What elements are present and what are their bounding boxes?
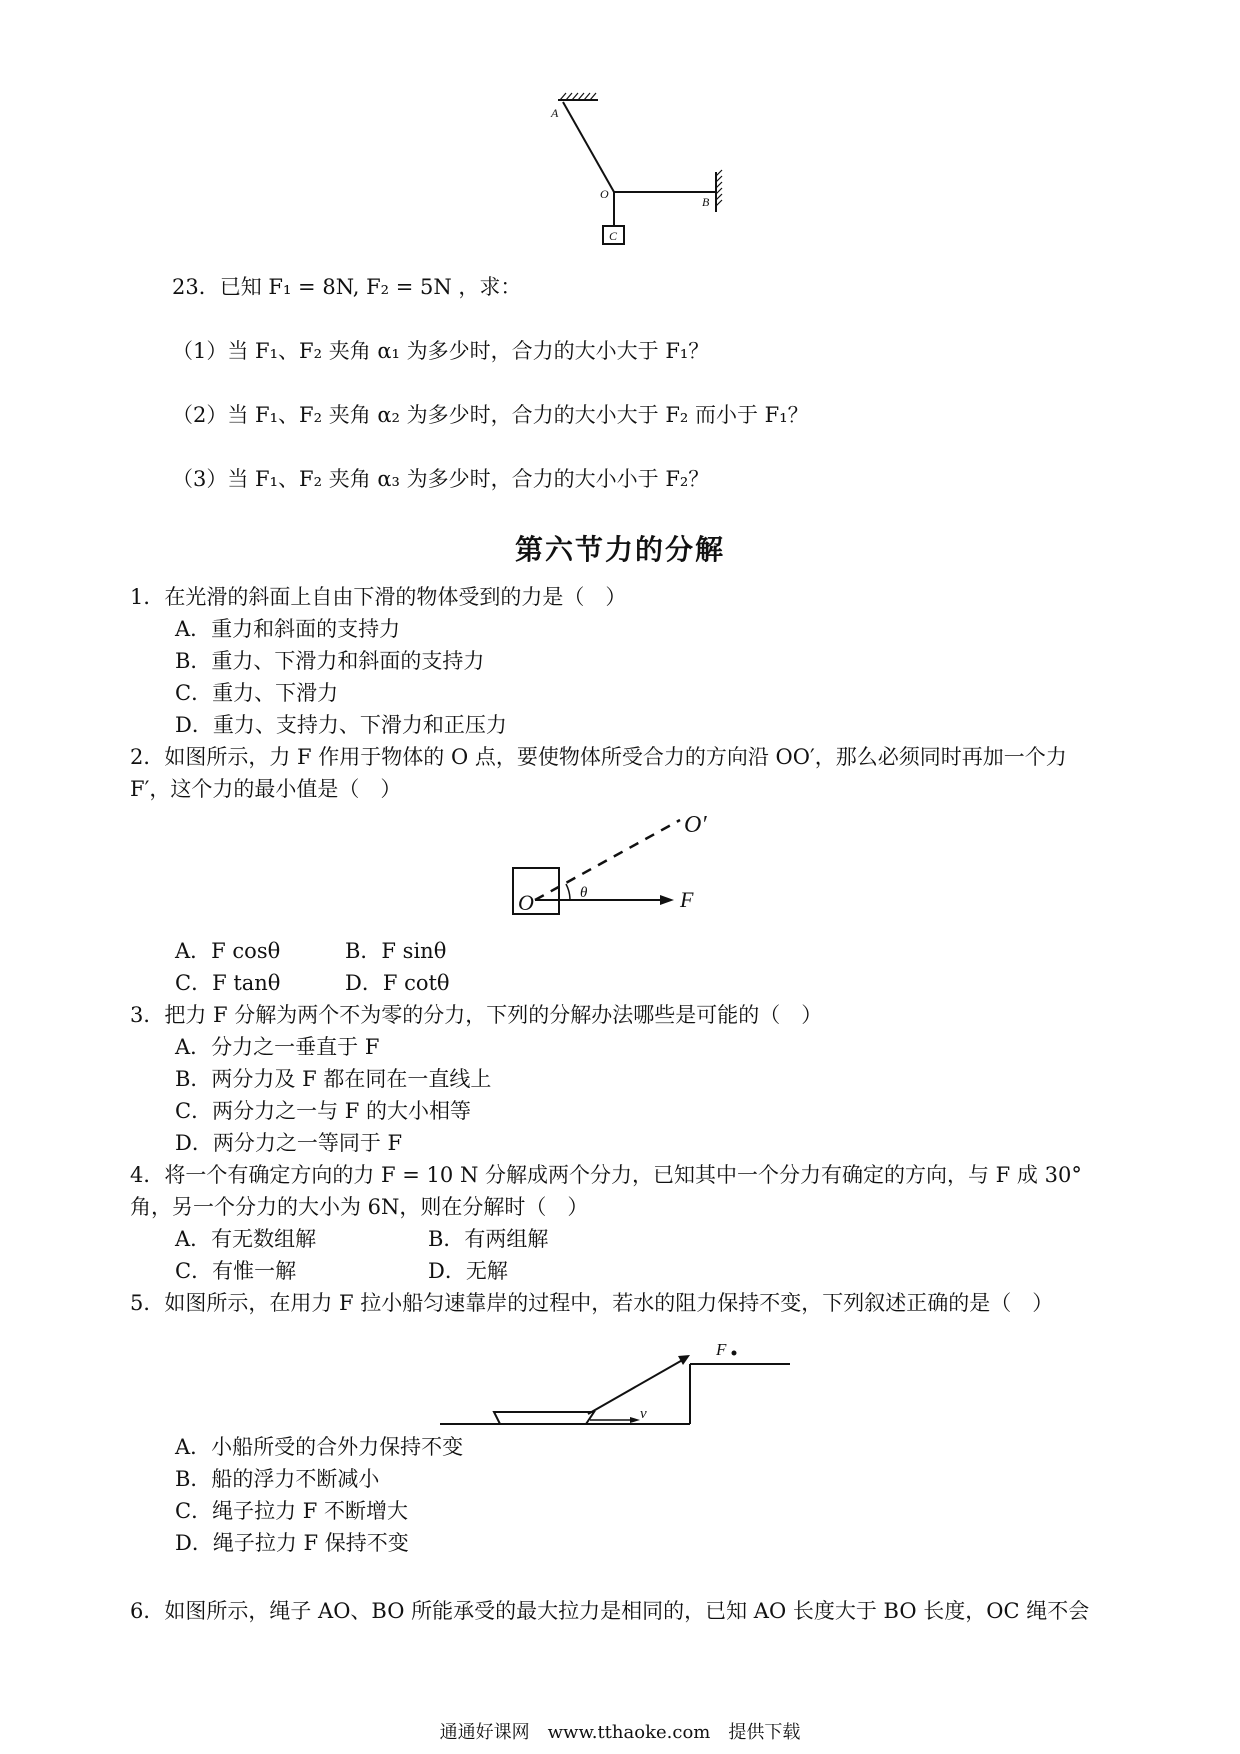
q1-option-d: D．重力、支持力、下滑力和正压力 bbox=[175, 713, 507, 737]
q5-option-b: B．船的浮力不断减小 bbox=[175, 1467, 380, 1491]
q23-part-1: （1）当 F₁、F₂ 夹角 α₁ 为多少时，合力的大小大于 F₁？ bbox=[172, 339, 710, 363]
q1-stem: 1．在光滑的斜面上自由下滑的物体受到的力是（ ） bbox=[130, 585, 627, 609]
q4-option-c: C．有惟一解 bbox=[175, 1259, 297, 1283]
label-a: A bbox=[551, 106, 559, 120]
label-o-point: O bbox=[518, 890, 534, 915]
q2-option-c: C．F tanθ bbox=[175, 971, 281, 995]
q23-part-3: （3）当 F₁、F₂ 夹角 α₃ 为多少时，合力的大小小于 F₂？ bbox=[172, 467, 710, 491]
section-title: 第六节力的分解 bbox=[514, 533, 725, 566]
label-o-prime: O′ bbox=[684, 812, 707, 838]
q2-stem-line1: 2．如图所示，力 F 作用于物体的 O 点，要使物体所受合力的方向沿 OO′，那么必须同时再加一个力 bbox=[130, 745, 1067, 769]
q2-stem-line2: F′，这个力的最小值是（ ） bbox=[130, 777, 402, 801]
label-force-f: F bbox=[680, 887, 694, 912]
q3-option-d: D．两分力之一等同于 F bbox=[175, 1131, 403, 1155]
q5-stem: 5．如图所示，在用力 F 拉小船匀速靠岸的过程中，若水的阻力保持不变，下列叙述正确的是（ ） bbox=[130, 1291, 1054, 1315]
q5-option-d: D．绳子拉力 F 保持不变 bbox=[175, 1531, 409, 1555]
q4-option-b: B．有两组解 bbox=[428, 1227, 549, 1251]
q6-stem: 6．如图所示，绳子 AO、BO 所能承受的最大拉力是相同的，已知 AO 长度大于 BO 长度，OC 绳不会 bbox=[130, 1599, 1090, 1623]
q5-option-c: C．绳子拉力 F 不断增大 bbox=[175, 1499, 408, 1523]
label-b: B bbox=[702, 195, 710, 209]
q23-part-2: （2）当 F₁、F₂ 夹角 α₂ 为多少时，合力的大小大于 F₂ 而小于 F₁？ bbox=[172, 403, 809, 427]
q4-stem-line1: 4．将一个有确定方向的力 F = 10 N 分解成两个分力，已知其中一个分力有确定的方向，与 F 成 30° bbox=[130, 1163, 1082, 1187]
label-o: O bbox=[600, 187, 609, 201]
q2-option-b: B．F sinθ bbox=[345, 939, 447, 963]
q2-option-a: A．F cosθ bbox=[175, 939, 281, 963]
q23-stem: 23．已知 F₁ = 8N, F₂ = 5N ，求： bbox=[172, 275, 522, 299]
label-theta: θ bbox=[580, 885, 588, 901]
q1-option-a: A．重力和斜面的支持力 bbox=[175, 617, 401, 641]
label-rope-force: F bbox=[716, 1340, 727, 1359]
q1-option-b: B．重力、下滑力和斜面的支持力 bbox=[175, 649, 485, 673]
q4-stem-line2: 角，另一个分力的大小为 6N，则在分解时（ ） bbox=[130, 1195, 589, 1219]
q1-option-c: C．重力、下滑力 bbox=[175, 681, 339, 705]
q3-option-b: B．两分力及 F 都在同在一直线上 bbox=[175, 1067, 492, 1091]
q3-option-a: A．分力之一垂直于 F bbox=[175, 1035, 380, 1059]
q3-stem: 3．把力 F 分解为两个不为零的分力，下列的分解办法哪些是可能的（ ） bbox=[130, 1003, 823, 1027]
footer-source: 通通好课网 www.tthaoke.com 提供下载 bbox=[439, 1722, 801, 1743]
q3-option-c: C．两分力之一与 F 的大小相等 bbox=[175, 1099, 471, 1123]
q5-option-a: A．小船所受的合外力保持不变 bbox=[175, 1435, 464, 1459]
label-c: C bbox=[609, 229, 618, 243]
label-velocity: v bbox=[640, 1406, 647, 1422]
q4-option-a: A．有无数组解 bbox=[175, 1227, 317, 1251]
q2-option-d: D．F cotθ bbox=[345, 971, 450, 995]
q4-option-d: D．无解 bbox=[428, 1259, 508, 1283]
